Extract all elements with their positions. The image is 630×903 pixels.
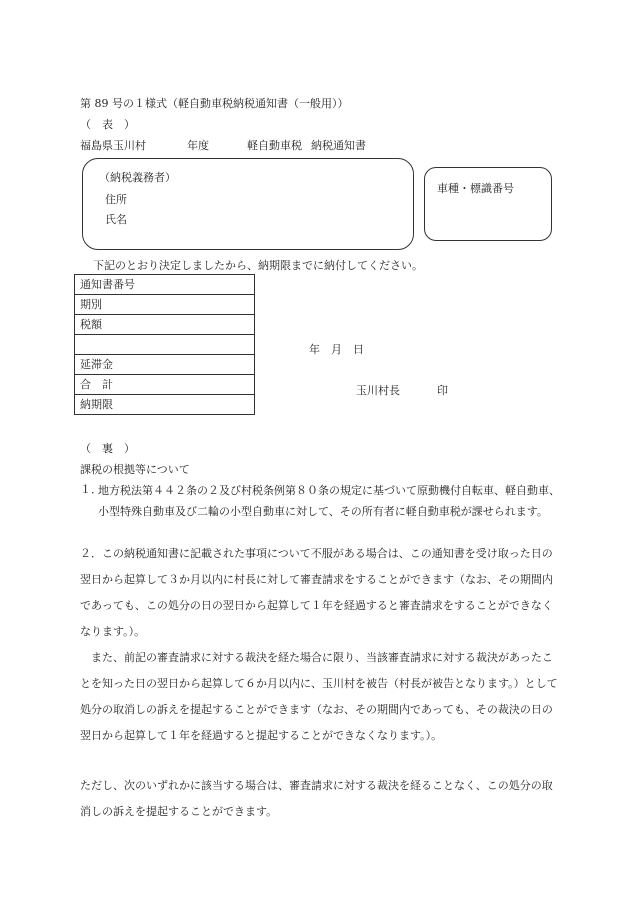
- mayor-label: 玉川村長: [356, 384, 400, 397]
- table-row: [75, 335, 255, 355]
- tax-name: 軽自動車税: [247, 139, 302, 152]
- prefecture-village: 福島県玉川村: [80, 139, 146, 152]
- table-row: [75, 375, 255, 395]
- paragraph-4: ただし、次のいずれかに該当する場合は、審査請求に対する裁決を経ることなく、この処分の取消しの訴えを提起することができます。: [80, 779, 553, 818]
- vehicle-label: 車種・標識番号: [437, 182, 514, 195]
- taxpayer-label: （納税義務者）: [99, 171, 176, 184]
- address-label: 住所: [105, 193, 127, 206]
- table-cell: 期別: [75, 295, 255, 315]
- table-cell: 納期限: [75, 395, 255, 415]
- basis-heading: 課税の根拠等について: [80, 463, 190, 476]
- date-text: 年 月 日: [309, 343, 364, 356]
- table-row: [75, 275, 255, 295]
- paragraph-1-number: １．: [80, 483, 102, 496]
- form-title: 第 89 号の１様式（軽自動車税納税通知書（一般用））: [80, 97, 349, 110]
- table-cell: 通知書番号: [75, 275, 255, 295]
- back-label: （ 裏 ）: [80, 442, 135, 455]
- table-row: [75, 315, 255, 335]
- table-row: [75, 355, 255, 375]
- paragraph-1: [80, 477, 563, 522]
- table-cell: 税額: [75, 315, 255, 335]
- paragraph-1-text: 地方税法第４４２条の２及び村税条例第８０条の規定に基づいて原動機付自転車、軽自動車、小型特殊自動車及び二輪の小型自動車に対して、その所有者に軽自動車税が課せられます。: [98, 484, 560, 518]
- table-row: [75, 395, 255, 415]
- name-label: 氏名: [105, 213, 127, 226]
- table-cell: 延滞金: [75, 355, 255, 375]
- instruction-text: 下記のとおり決定しましたから、納期限までに納付してください。: [93, 259, 423, 272]
- table-cell: 合 計: [75, 375, 255, 395]
- tax-table: [74, 274, 255, 415]
- taxpayer-box: [82, 158, 414, 250]
- seal-label: 印: [437, 384, 448, 397]
- vehicle-box: [424, 167, 552, 241]
- paragraph-3: また、前記の審査請求に対する裁決を経た場合に限り、当該審査請求に対する裁決があったことを知った日の翌日から起算して６か月以内に、玉川村を被告（村長が被告となります。）として処分の取消しの訴えを提起することができます（なお、その期間内であっても、その裁決の日の翌日から起算して１年を経過すると提起することができなくなります。）。: [80, 651, 558, 742]
- front-label: （ 表 ）: [80, 118, 135, 131]
- year-label: 年度: [187, 139, 209, 152]
- notice-label: 納税通知書: [311, 139, 366, 152]
- table-cell: [75, 335, 255, 355]
- table-row: [75, 295, 255, 315]
- paragraph-2: ２．この納税通知書に記載された事項について不服がある場合は、この通知書を受け取った日の翌日から起算して３か月以内に村長に対して審査請求をすることができます（なお、その期間内であっても、この処分の日の翌日から起算して１年を経過すると審査請求をすることができなくなります。）。: [80, 547, 553, 638]
